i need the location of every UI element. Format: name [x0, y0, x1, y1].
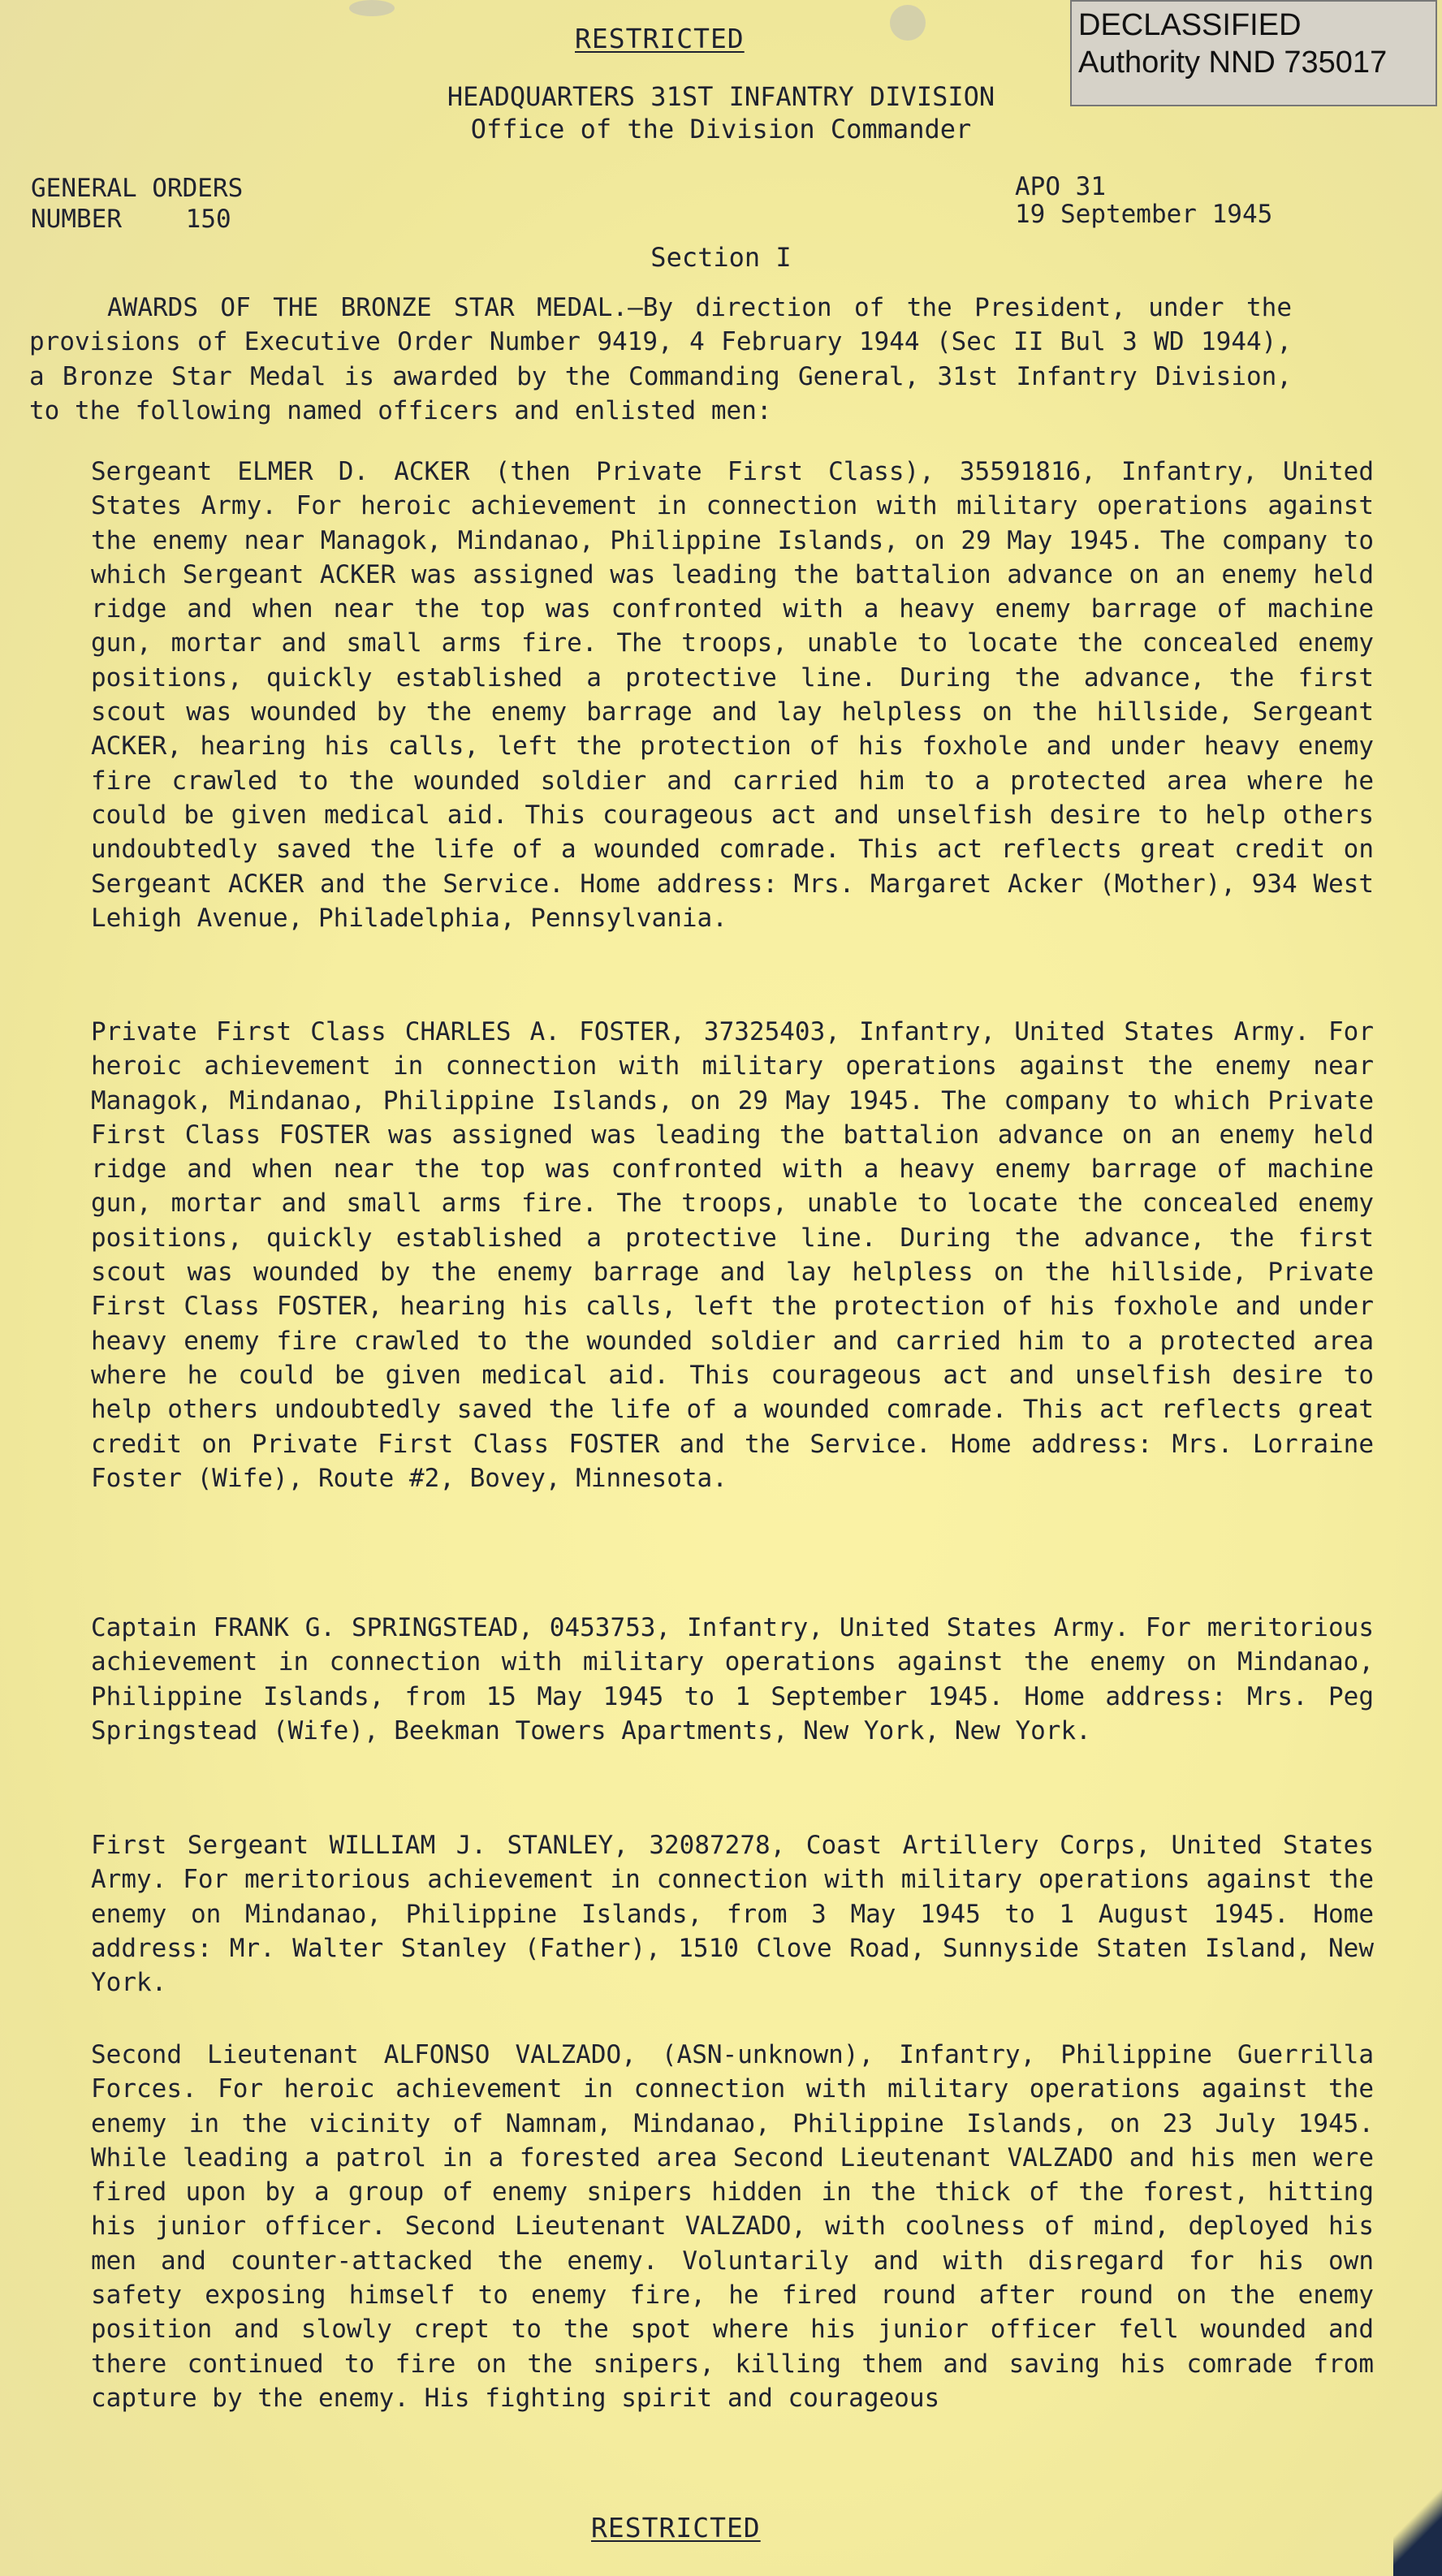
page-edge-shadow: [1393, 2479, 1442, 2576]
number-label: NUMBER: [31, 205, 122, 234]
headquarters-title: HEADQUARTERS 31ST INFANTRY DIVISION: [447, 81, 995, 112]
intro-paragraph: AWARDS OF THE BRONZE STAR MEDAL.—By direction of the President, under the provisions of Executive Order Number 9419, 4 February 1944 (Sec II Bul 3 WD 1944), a Bronze Star Medal is awarded by the Commanding General, 31st Infantry Division, to the following named officers and enlisted men:: [29, 293, 1292, 425]
citation-foster: Private First Class CHARLES A. FOSTER, 37325403, Infantry, United States Army. For heroic achievement in connection with military operations against the enemy near Managok, Mindanao, Philippine Islands, on 29 May 1945. The company to which Private First Class FOSTER was assigned was leading the battalion advance on an enemy held ridge and when near the top was confronted with a heavy enemy barrage of machine gun, mortar and small arms fire. The troops, unable to locate the concealed enemy positions, quickly established a protective line. During the advance, the first scout was wounded by the enemy barrage and lay helpless on the hillside, Private First Class FOSTER, hearing his calls, left the protection of his foxhole and under heavy enemy fire crawled to the wounded soldier and carried him to a protected area where he could be given medical aid. This courageous act and unselfish desire to help others undoubtedly saved the life of a wounded comrade. This act reflects great credit on Private First Class FOSTER and the Service. Home address: Mrs. Lorraine Foster (Wife), Route #2, Bovey, Minnesota.: [91, 1017, 1374, 1493]
order-date: 19 September 1945: [1015, 200, 1273, 229]
citation-stanley: First Sergeant WILLIAM J. STANLEY, 32087278, Coast Artillery Corps, United States Army. For meritorious achievement in connection with military operations against the enemy on Mindanao, Philippine Islands, from 3 May 1945 to 1 August 1945. Home address: Mr. Walter Stanley (Father), 1510 Clove Road, Sunnyside Staten Island, New York.: [91, 1831, 1374, 1998]
paper-blemish: [349, 0, 395, 16]
stamp-line-2: Authority NND 735017: [1078, 45, 1388, 80]
citation-acker: Sergeant ELMER D. ACKER (then Private First Class), 35591816, Infantry, United States Army. For heroic achievement in connection with military operations against the enemy near Managok, Mindanao, Philippine Islands, on 29 May 1945. The company to which Sergeant ACKER was assigned was leading the battalion advance on an enemy held ridge and when near the top was confronted with a heavy enemy barrage of machine gun, mortar and small arms fire. The troops, unable to locate the concealed enemy positions, quickly established a protective line. During the advance, the first scout was wounded by the enemy barrage and lay helpless on the hillside, Sergeant ACKER, hearing his calls, left the protection of his foxhole and under heavy enemy fire crawled to the wounded soldier and carried him to a protected area where he could be given medical aid. This courageous act and unselfish desire to help others undoubtedly saved the life of a wounded comrade. This act reflects great credit on Sergeant ACKER and the Service. Home address: Mrs. Margaret Acker (Mother), 934 West Lehigh Avenue, Philadelphia, Pennsylvania.: [91, 457, 1374, 933]
paper-blemish: [890, 5, 926, 41]
section-title: Section I: [650, 242, 792, 273]
general-orders-label: GENERAL ORDERS: [31, 174, 244, 203]
order-number: [31, 203, 231, 235]
office-subtitle: Office of the Division Commander: [470, 114, 972, 145]
apo-number: APO 31: [1015, 172, 1106, 201]
number-value: 150: [185, 205, 231, 234]
citation-springstead: Captain FRANK G. SPRINGSTEAD, 0453753, Infantry, United States Army. For meritorious achievement in connection with military operations against the enemy on Mindanao, Philippine Islands, from 15 May 1945 to 1 September 1945. Home address: Mrs. Peg Springstead (Wife), Beekman Towers Apartments, New York, New York.: [91, 1613, 1374, 1745]
stamp-line-1: DECLASSIFIED: [1078, 8, 1302, 42]
restricted-marking-top: RESTRICTED: [575, 23, 745, 54]
citation-valzado: Second Lieutenant ALFONSO VALZADO, (ASN-unknown), Infantry, Philippine Guerrilla Forces. For heroic achievement in connection with military operations against the enemy in the vicinity of Namnam, Mindanao, Philippine Islands, on 23 July 1945. While leading a patrol in a forested area Second Lieutenant VALZADO and his men were fired upon by a group of enemy snipers hidden in the thick of the forest, hitting his junior officer. Second Lieutenant VALZADO, with coolness of mind, deployed his men and counter-attacked the enemy. Voluntarily and with disregard for his own safety exposing himself to enemy fire, he fired round after round on the enemy position and slowly crept to the spot where his junior officer fell wounded and there continued to fire on the snipers, killing them and saving his comrade from capture by the enemy. His fighting spirit and courageous: [91, 2040, 1374, 2413]
restricted-marking-bottom: RESTRICTED: [591, 2512, 761, 2544]
